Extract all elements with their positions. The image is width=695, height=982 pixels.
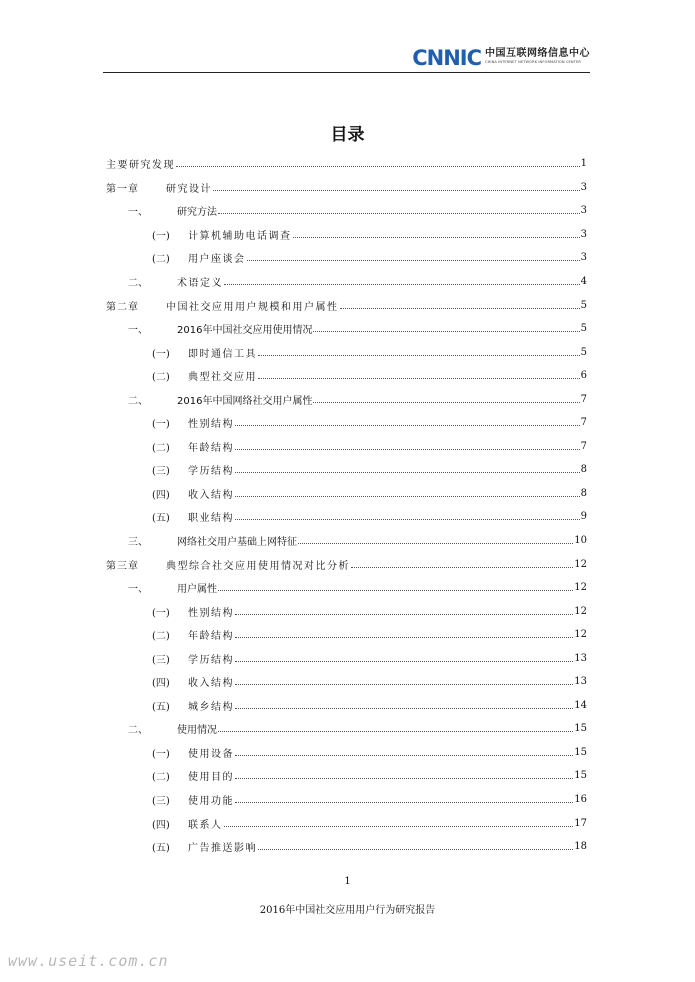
toc-entry-number: (四) [152, 678, 170, 690]
toc-entry-page: 17 [574, 817, 587, 829]
toc-entry-label: 典型社交应用 [188, 372, 257, 384]
toc-entry-number: (三) [152, 654, 170, 666]
toc-entry-page: 14 [574, 699, 587, 711]
toc-entry-number: 三、 [128, 537, 148, 549]
toc-entry-number: (二) [152, 372, 170, 384]
toc-entry[interactable] [106, 317, 587, 341]
toc-entry-label: 学历结构 [188, 466, 234, 478]
toc-leader-dots [313, 331, 579, 332]
toc-leader-dots [224, 826, 574, 827]
toc-leader-dots [247, 260, 580, 261]
toc-entry-page: 5 [580, 299, 587, 311]
toc-entry-label: 城乡结构 [188, 701, 234, 713]
toc-entry-number: (五) [152, 843, 170, 855]
logo-cn: 中国互联网络信息中心 [485, 48, 590, 59]
cnnic-logo [412, 48, 590, 68]
toc-entry-page: 5 [580, 346, 587, 358]
toc-leader-dots [213, 190, 580, 191]
toc-entry[interactable] [106, 599, 587, 623]
toc-entry-page: 7 [580, 417, 587, 429]
toc-leader-dots [258, 378, 580, 379]
toc-entry-page: 12 [574, 558, 587, 570]
toc-entry-number: (三) [152, 466, 170, 478]
toc-entry-page: 8 [580, 464, 587, 476]
toc-entry-label: 职业结构 [188, 513, 234, 525]
toc-entry-label: 学历结构 [188, 654, 234, 666]
toc-leader-dots [298, 543, 573, 544]
toc-leader-dots [293, 237, 580, 238]
toc-entry[interactable] [106, 670, 587, 694]
toc-entry-number: (一) [152, 419, 170, 431]
toc-entry-number: (三) [152, 796, 170, 808]
toc-entry-label: 即时通信工具 [188, 348, 257, 360]
page-header [103, 42, 590, 73]
toc-entry-number: 第一章 [106, 183, 139, 195]
toc-entry-page: 1 [580, 158, 587, 170]
toc-entry-label: 中国社交应用用户规模和用户属性 [166, 301, 339, 313]
toc-entry[interactable] [106, 152, 587, 176]
toc-entry-label: 性别结构 [188, 607, 234, 619]
footer-report-title: 2016年中国社交应用用户行为研究报告 [259, 905, 436, 916]
toc-entry-number: 一、 [128, 207, 148, 219]
toc-entry[interactable] [106, 764, 587, 788]
toc-entry-number: (二) [152, 631, 170, 643]
toc-leader-dots [218, 213, 580, 214]
toc-entry-page: 5 [580, 323, 587, 335]
toc-entry-page: 15 [574, 723, 587, 735]
toc-entry-label: 术语定义 [177, 278, 223, 289]
toc-leader-dots [258, 849, 573, 850]
toc-leader-dots [224, 284, 580, 285]
toc-entry-number: (二) [152, 772, 170, 784]
toc-entry-label: 研究设计 [166, 183, 212, 195]
toc-leader-dots [218, 590, 573, 591]
toc-entry-page: 15 [574, 746, 587, 758]
toc-entry-page: 18 [574, 841, 587, 853]
toc-entry-page: 4 [580, 276, 587, 287]
toc-entry-label: 2016年中国网络社交用户属性 [177, 395, 313, 407]
toc-leader-dots [218, 731, 573, 732]
toc-entry-page: 3 [580, 181, 587, 193]
table-of-contents [106, 152, 587, 858]
toc-leader-dots [235, 661, 573, 662]
toc-entry[interactable] [106, 811, 587, 835]
toc-leader-dots [340, 308, 580, 309]
toc-leader-dots [235, 449, 580, 450]
toc-entry-page: 6 [580, 370, 587, 382]
toc-entry-number: (一) [152, 348, 170, 360]
toc-entry-number: (二) [152, 442, 170, 454]
toc-leader-dots [258, 355, 580, 356]
toc-entry-page: 3 [580, 252, 587, 264]
toc-leader-dots [313, 402, 579, 403]
logo-text [485, 48, 590, 65]
toc-entry-page: 10 [574, 535, 587, 547]
toc-entry[interactable] [106, 387, 587, 411]
page-number: 1 [344, 876, 351, 887]
toc-entry-label: 年龄结构 [188, 631, 234, 643]
toc-entry-page: 7 [580, 440, 587, 452]
toc-entry[interactable] [106, 505, 587, 529]
toc-entry-number: (一) [152, 748, 170, 760]
toc-entry-number: 一、 [128, 325, 148, 337]
toc-entry[interactable] [106, 788, 587, 812]
toc-entry-number: (五) [152, 701, 170, 713]
toc-entry-page: 13 [574, 652, 587, 664]
toc-entry-number: (一) [152, 607, 170, 619]
toc-entry-page: 3 [580, 205, 587, 217]
logo-mark-text: CNNIC [412, 46, 481, 70]
toc-leader-dots [351, 567, 573, 568]
toc-leader-dots [235, 496, 580, 497]
toc-entry-label: 计算机辅助电话调查 [188, 230, 292, 242]
toc-entry-page: 8 [580, 487, 587, 499]
toc-entry[interactable] [106, 576, 587, 600]
toc-entry-number: 第三章 [106, 560, 139, 572]
toc-leader-dots [235, 684, 573, 685]
toc-entry-label: 2016年中国社交应用使用情况 [177, 325, 313, 337]
toc-entry[interactable] [106, 223, 587, 247]
toc-entry[interactable] [106, 552, 587, 576]
toc-entry-number: 第二章 [106, 301, 139, 313]
toc-leader-dots [235, 472, 580, 473]
toc-entry-label: 广告推送影响 [188, 843, 257, 855]
toc-entry[interactable] [106, 717, 587, 741]
watermark: www.useit.com.cn [8, 952, 169, 970]
toc-entry[interactable] [106, 646, 587, 670]
toc-entry-label: 用户属性 [177, 584, 217, 596]
toc-entry[interactable] [106, 199, 587, 223]
toc-entry[interactable] [106, 176, 587, 200]
toc-entry[interactable] [106, 623, 587, 647]
toc-entry[interactable] [106, 694, 587, 718]
toc-entry[interactable] [106, 340, 587, 364]
logo-mark [412, 48, 481, 68]
toc-entry-label: 使用设备 [188, 748, 234, 760]
toc-entry-page: 3 [580, 228, 587, 240]
toc-entry-label: 网络社交用户基础上网特征 [177, 537, 297, 549]
toc-entry[interactable] [106, 270, 587, 294]
toc-entry-number: 一、 [128, 584, 148, 596]
toc-entry-label: 使用情况 [177, 725, 217, 737]
toc-entry[interactable] [106, 293, 587, 317]
toc-entry[interactable] [106, 482, 587, 506]
toc-entry[interactable] [106, 364, 587, 388]
toc-leader-dots [235, 778, 573, 779]
toc-entry-number: 二、 [128, 278, 148, 289]
toc-entry-label: 典型综合社交应用使用情况对比分析 [166, 560, 350, 572]
toc-entry-number: (四) [152, 489, 170, 501]
toc-entry-label: 使用功能 [188, 796, 234, 808]
toc-entry-number: 二、 [128, 395, 148, 407]
toc-entry-number: (二) [152, 254, 170, 266]
toc-entry[interactable] [106, 458, 587, 482]
toc-entry-label: 联系人 [188, 819, 223, 831]
toc-entry-page: 12 [574, 605, 587, 617]
toc-title: 目录 [330, 125, 365, 145]
toc-entry-page: 15 [574, 770, 587, 782]
toc-leader-dots [176, 166, 580, 167]
toc-leader-dots [235, 614, 573, 615]
toc-entry-label: 用户座谈会 [188, 254, 246, 266]
toc-entry[interactable] [106, 246, 587, 270]
toc-entry-label: 收入结构 [188, 489, 234, 501]
toc-entry-label: 主要研究发现 [106, 160, 175, 172]
toc-entry-page: 12 [574, 582, 587, 594]
toc-leader-dots [235, 708, 573, 709]
toc-leader-dots [235, 637, 573, 638]
toc-entry[interactable] [106, 529, 587, 553]
toc-entry-page: 16 [574, 794, 587, 806]
toc-entry[interactable] [106, 741, 587, 765]
toc-entry-page: 9 [580, 511, 587, 523]
toc-leader-dots [235, 519, 580, 520]
toc-leader-dots [235, 425, 580, 426]
toc-entry[interactable] [106, 411, 587, 435]
toc-entry-page: 7 [580, 393, 587, 405]
toc-entry-page: 12 [574, 629, 587, 641]
toc-entry-page: 13 [574, 676, 587, 688]
toc-leader-dots [235, 755, 573, 756]
toc-entry-label: 研究方法 [177, 207, 217, 219]
toc-entry-number: 二、 [128, 725, 148, 737]
toc-entry-number: (五) [152, 513, 170, 525]
toc-entry-number: (四) [152, 819, 170, 831]
toc-entry-number: (一) [152, 230, 170, 242]
toc-entry-label: 收入结构 [188, 678, 234, 690]
toc-entry[interactable] [106, 435, 587, 459]
toc-entry-label: 年龄结构 [188, 442, 234, 454]
toc-entry-label: 性别结构 [188, 419, 234, 431]
toc-entry[interactable] [106, 835, 587, 859]
logo-en: CHINA INTERNET NETWORK INFORMATION CENTER [485, 60, 581, 64]
toc-leader-dots [235, 802, 573, 803]
toc-entry-label: 使用目的 [188, 772, 234, 784]
